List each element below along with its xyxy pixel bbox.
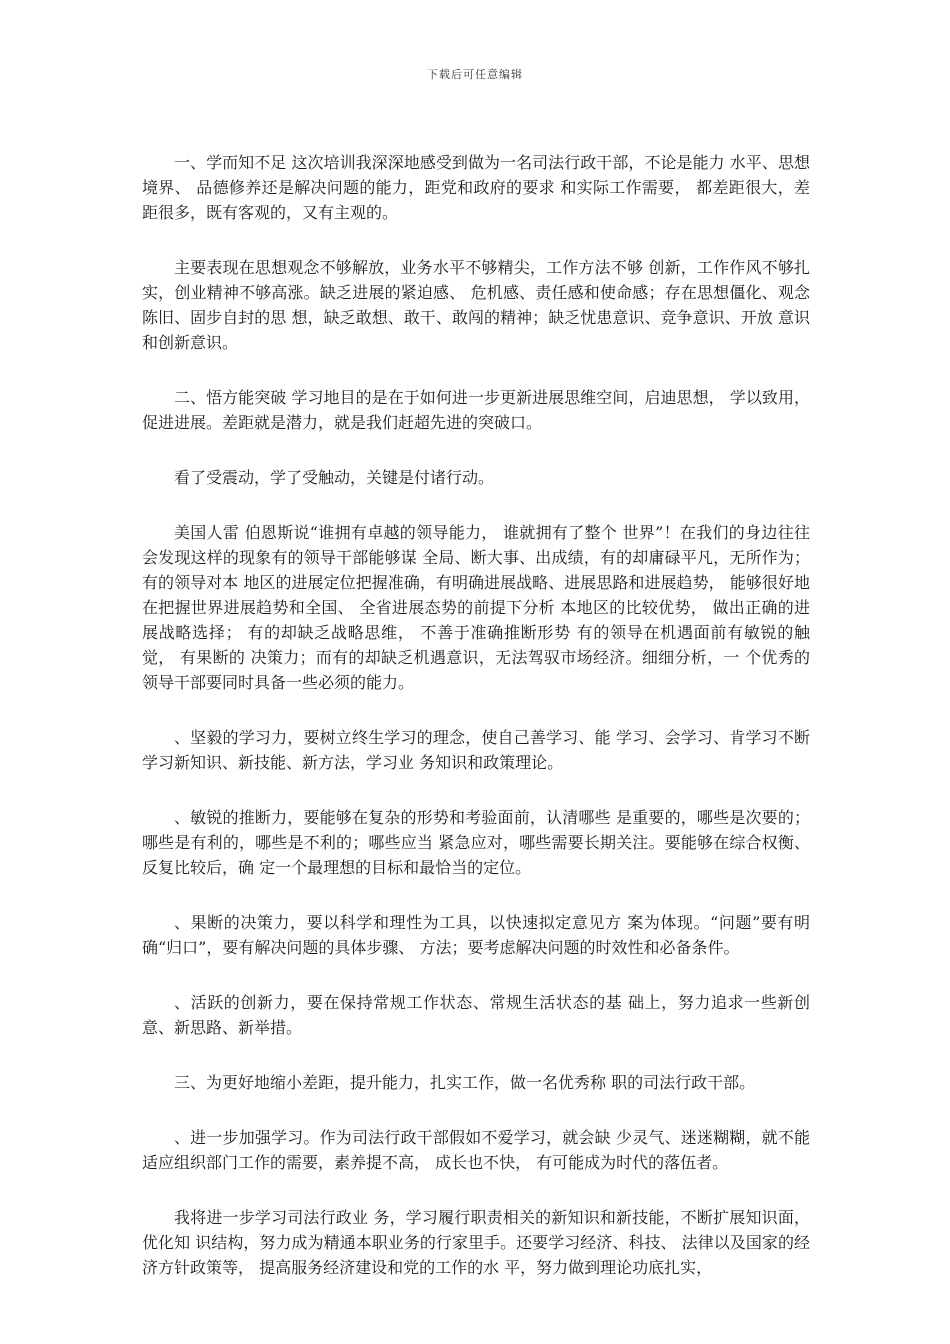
paragraph-3: 二、悟方能突破 学习地目的是在于如何进一步更新进展思维空间，启迪思想， 学以致用，促进进展。差距就是潜力，就是我们赶超先进的突破口。 [142, 388, 810, 432]
paragraph-12: 我将进一步学习司法行政业 务，学习履行职责相关的新知识和新技能，不断扩展知识面，优化知 识结构，努力成为精通本职业务的行家里手。还要学习经济、科技、 法律以及国家的经济方针政策等， 提高服务经济建设和党的工作的水 平，努力做到理论功底扎实， [142, 1208, 810, 1277]
paragraph-7: 、敏锐的推断力，要能够在复杂的形势和考验面前，认清哪些 是重要的，哪些是次要的；哪些是有利的，哪些是不利的；哪些应当 紧急应对，哪些需要长期关注。要能够在综合权衡、反复比较后，确 定一个最理想的目标和最恰当的定位。 [142, 808, 810, 877]
paragraph-9: 、活跃的创新力，要在保持常规工作状态、常规生活状态的基 础上，努力追求一些新创意、新思路、新举措。 [142, 993, 810, 1037]
paragraph-6: 、坚毅的学习力，要树立终生学习的理念，使自己善学习、能 学习、会学习、肯学习不断学习新知识、新技能、新方法，学习业 务知识和政策理论。 [142, 728, 810, 772]
paragraph-2: 主要表现在思想观念不够解放，业务水平不够精尖，工作方法不够 创新，工作作风不够扎实，创业精神不够高涨。缺乏进展的紧迫感、 危机感、责任感和使命感；存在思想僵化、观念陈旧、固步自封的思 想，缺乏敢想、敢干、敢闯的精神；缺乏忧患意识、竞争意识、开放 意识和创新意识。 [142, 258, 810, 352]
paragraph-4: 看了受震动，学了受触动，关键是付诸行动。 [174, 468, 495, 487]
document-body [142, 150, 810, 1310]
paragraph-1: 一、学而知不足 这次培训我深深地感受到做为一名司法行政干部，不论是能力 水平、思想境界、 品德修养还是解决问题的能力，距党和政府的要求 和实际工作需要， 都差距很大，差距很多，既有客观的，又有主观的。 [142, 153, 810, 222]
paragraph-11: 、进一步加强学习。作为司法行政干部假如不爱学习，就会缺 少灵气、迷迷糊糊，就不能适应组织部门工作的需要，素养提不高， 成长也不快， 有可能成为时代的落伍者。 [142, 1128, 810, 1172]
page-header: 下载后可任意编辑 [427, 68, 523, 81]
paragraph-5: 美国人雷 伯恩斯说“谁拥有卓越的领导能力， 谁就拥有了整个 世界”！在我们的身边往往会发现这样的现象有的领导干部能够谋 全局、断大事、出成绩，有的却庸碌平凡，无所作为；有的领导对本 地区的进展定位把握准确，有明确进展战略、进展思路和进展趋势， 能够很好地在把握世界进展趋势和全国、 全省进展态势的前提下分析 本地区的比较优势， 做出正确的进展战略选择； 有的却缺乏战略思维， 不善于准确推断形势 有的领导在机遇面前有敏锐的触觉， 有果断的 决策力；而有的却缺乏机遇意识，无法驾驭市场经济。细细分析，一 个优秀的领导干部要同时具备一些必须的能力。 [142, 523, 810, 692]
paragraph-8: 、果断的决策力，要以科学和理性为工具，以快速拟定意见方 案为体现。“问题”要有明确“归口”，要有解决问题的具体步骤、 方法；要考虑解决问题的时效性和必备条件。 [142, 913, 810, 957]
paragraph-10: 三、为更好地缩小差距，提升能力，扎实工作，做一名优秀称 职的司法行政干部。 [174, 1073, 756, 1092]
